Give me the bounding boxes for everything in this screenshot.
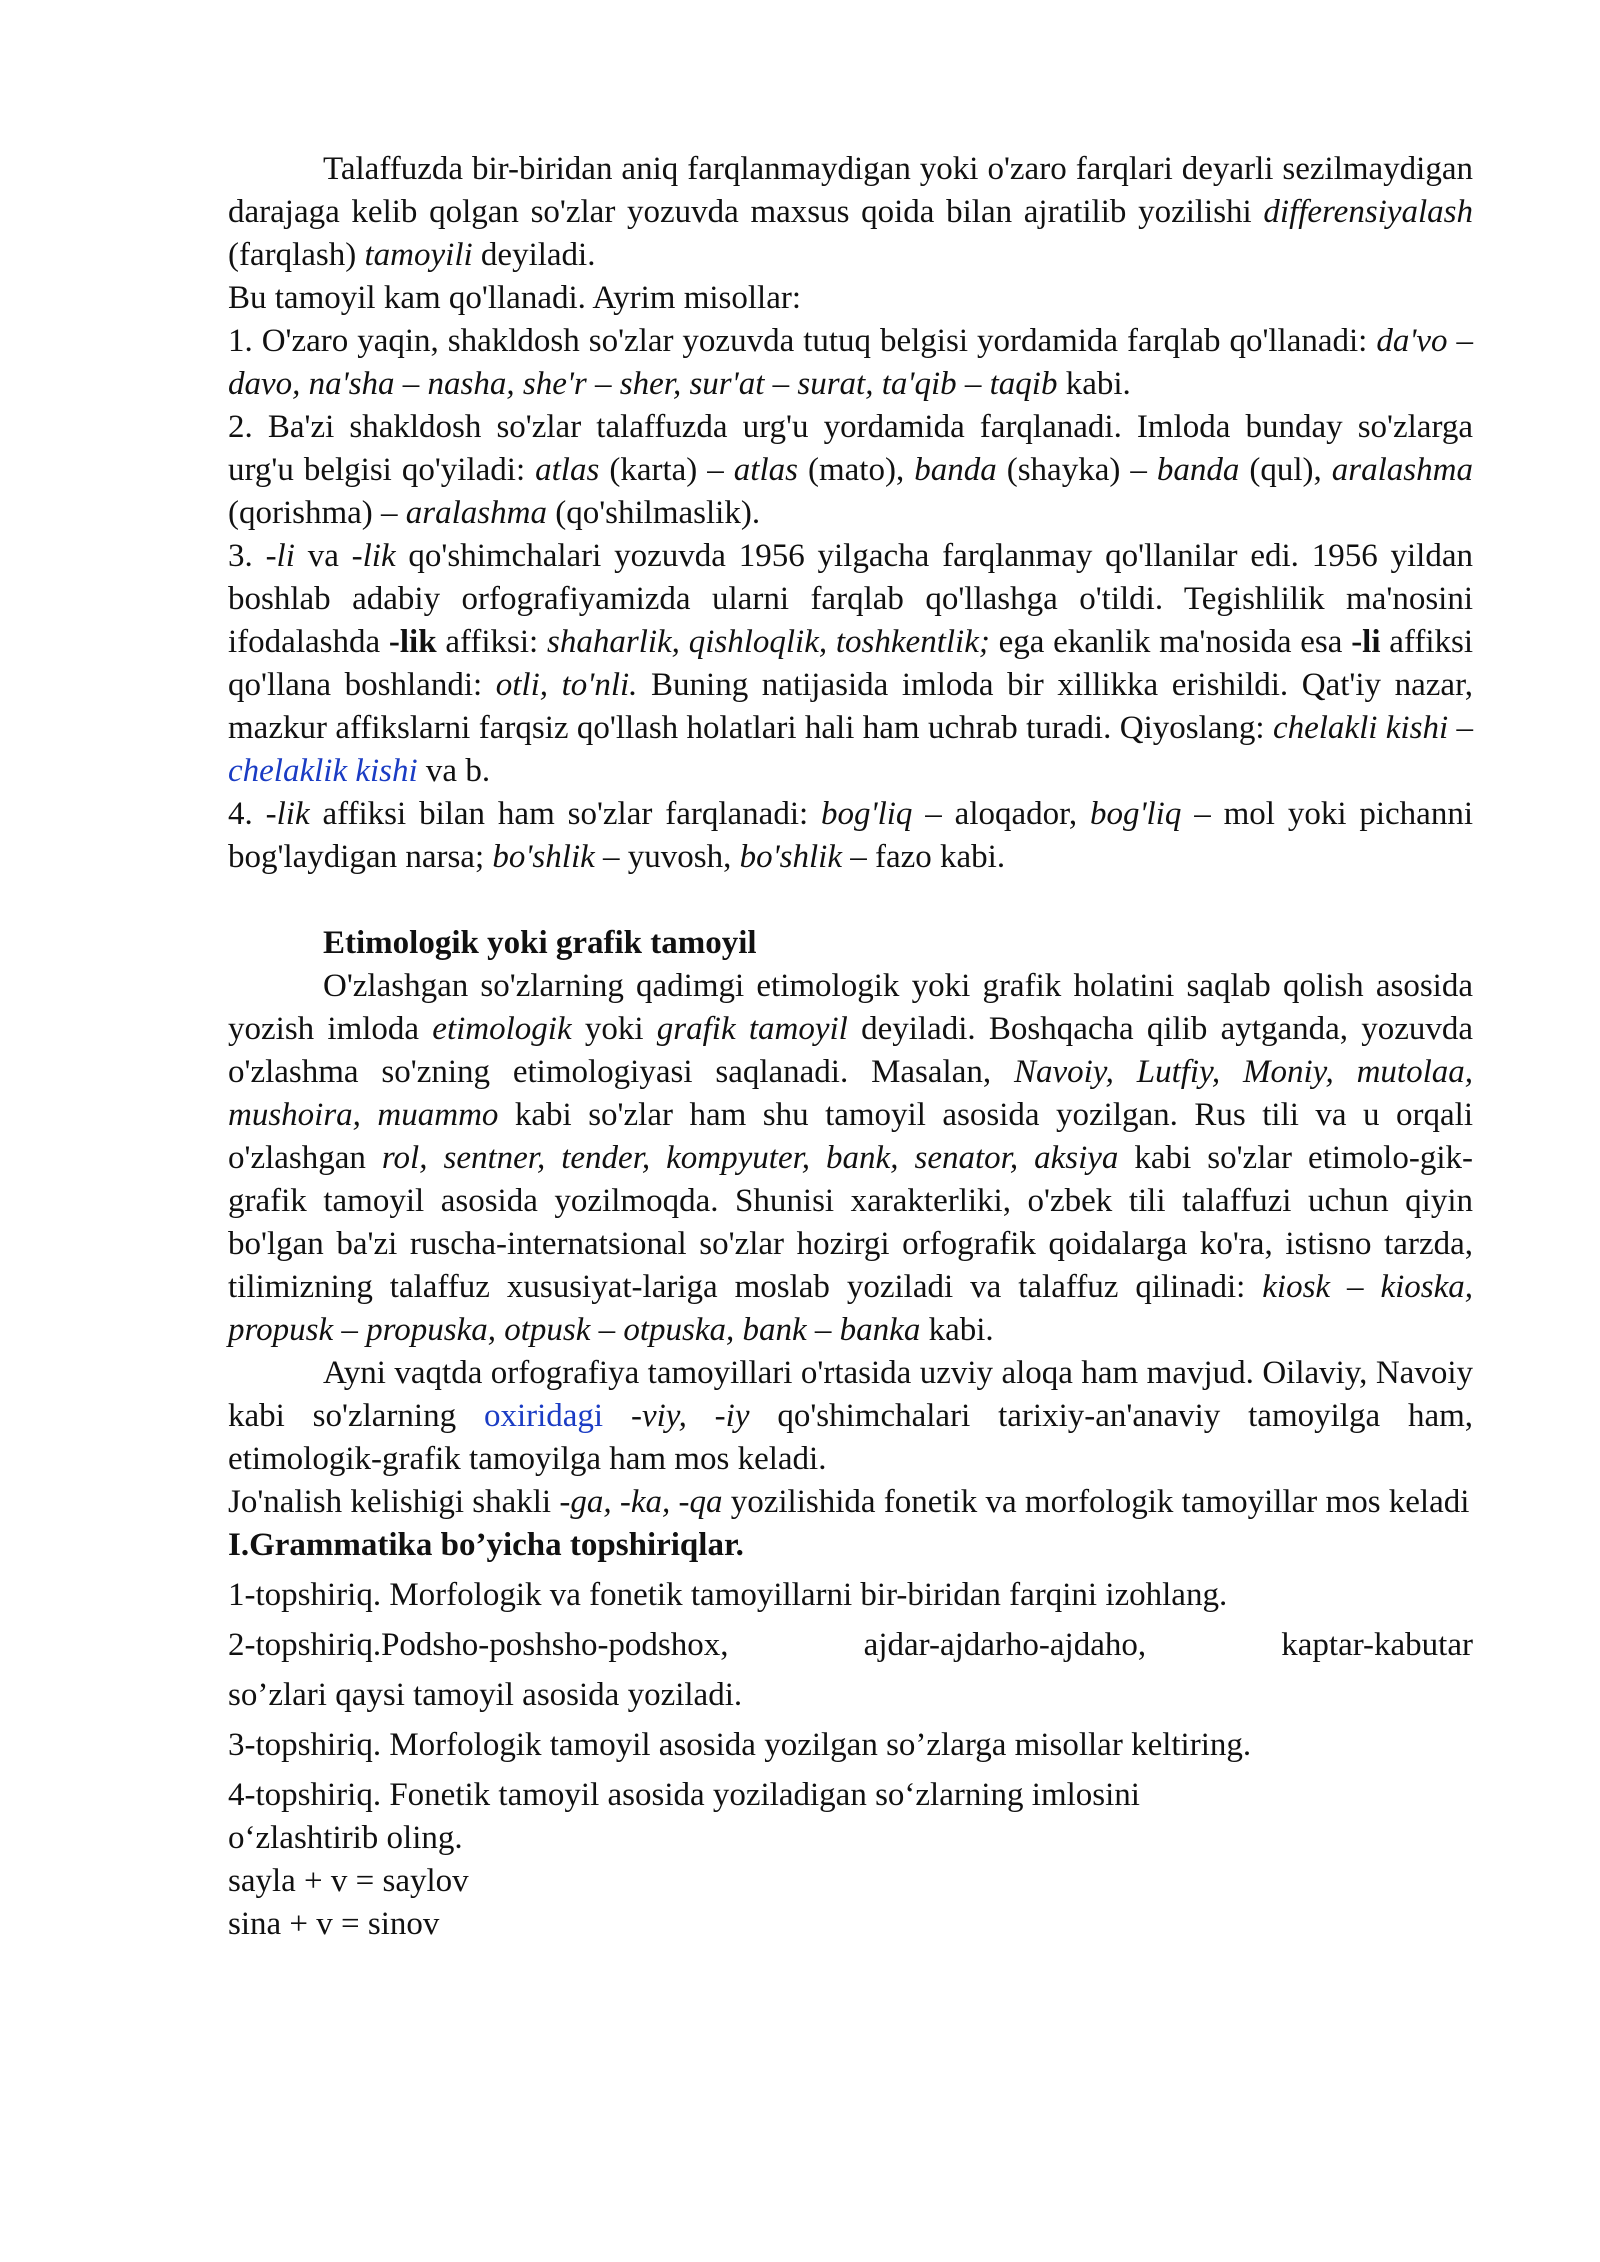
text: affiksi: <box>436 624 548 660</box>
text: (qo'shilmaslik). <box>546 495 761 531</box>
suffix-italic: -viy, -iy <box>630 1398 750 1434</box>
paragraph-interrelation <box>228 1352 1473 1481</box>
example-italic: bo'shlik <box>492 839 595 875</box>
examples-italic: rol, sentner, tender, kompyuter, bank, senator, aksiya <box>381 1140 1119 1176</box>
text: affiksi bilan ham so'zlar farqlanadi: <box>309 796 822 832</box>
paragraph-differentiation-intro <box>228 148 1473 277</box>
text: – fazo kabi. <box>842 839 1006 875</box>
example-link[interactable]: chelaklik kishi <box>228 753 418 789</box>
list-item-3 <box>228 535 1473 793</box>
example-italic: aralashma <box>405 495 547 531</box>
list-item-2 <box>228 406 1473 535</box>
text: kabi so'zlar ham shu tamoyil asosida yozilgan. Rus tili va u orqali o'zlashgan <box>228 1097 1473 1176</box>
example-italic: bog'liq <box>1089 796 1182 832</box>
task-4 <box>228 1774 1473 1860</box>
tasks-heading: I.Grammatika bo’yicha topshiriqlar. <box>228 1527 744 1563</box>
text: O'zlashgan so'zlarning qadimgi etimologik yoki grafik holatini saqlab qolish asosida yozish imloda <box>228 968 1473 1047</box>
examples-italic: otli, to'nli. <box>495 667 638 703</box>
task-4-line-2: o‘zlashtirib oling. <box>228 1820 463 1856</box>
suffix-italic: -ga, -ka, -qa <box>559 1484 723 1520</box>
list-item-4 <box>228 793 1473 879</box>
task-4-line-1: 4-topshiriq. Fonetik tamoyil asosida yoziladigan so‘zlarning imlosini <box>228 1777 1140 1813</box>
examples-italic: kiosk – kioska, propusk – propuska, otpusk – otpuska, bank – banka <box>228 1269 1473 1348</box>
list-item-1 <box>228 320 1473 406</box>
text: yoki <box>571 1011 657 1047</box>
text: affiksi qo'llana boshlandi: <box>228 624 1473 703</box>
text: – mol yoki pichanni bog'laydigan narsa; <box>228 796 1473 875</box>
paragraph-rarely-used: Bu tamoyil kam qo'llanadi. Ayrim misollar: <box>228 280 802 316</box>
text: va <box>294 538 352 574</box>
text: deyiladi. Boshqacha qilib aytganda, yozuvda o'zlashma so'zning etimologiyasi saqlanadi. Masalan, <box>228 1011 1474 1090</box>
task-2-line-1 <box>228 1624 1473 1667</box>
task-2-part: kaptar-kabutar <box>1281 1627 1473 1663</box>
task-3: 3-topshiriq. Morfologik tamoyil asosida yozilgan so’zlarga misollar keltiring. <box>228 1727 1252 1763</box>
text: – yuvosh, <box>594 839 740 875</box>
text: (qul), <box>1239 452 1332 488</box>
text: kabi. <box>1057 366 1131 402</box>
examples-italic: shaharlik, qishloqlik, toshkentlik; <box>547 624 990 660</box>
examples-italic: da'vo – davo, na'sha – nasha, she'r – sher, sur'at – surat, ta'qib – taqib <box>228 323 1473 402</box>
task-2-line-2: so’zlari qaysi tamoyil asosida yoziladi. <box>228 1677 743 1713</box>
text: va b. <box>417 753 491 789</box>
text: (mato), <box>797 452 915 488</box>
text: 3. <box>228 538 266 574</box>
term-italic: tamoyili <box>364 237 473 273</box>
task-2-part: 2-topshiriq.Podsho-poshsho-podshox, <box>228 1627 729 1663</box>
example-italic: atlas <box>733 452 798 488</box>
term-italic: grafik tamoyil <box>656 1011 848 1047</box>
text: deyiladi. <box>472 237 596 273</box>
task-2 <box>228 1624 1473 1717</box>
example-line: sayla + v = saylov <box>228 1863 469 1899</box>
task-2-part: ajdar-ajdarho-ajdaho, <box>863 1627 1147 1663</box>
text: – aloqador, <box>912 796 1090 832</box>
text: – <box>1448 710 1474 746</box>
example-italic: aralashma <box>1331 452 1473 488</box>
example-italic: atlas <box>535 452 600 488</box>
text: (qorishma) – <box>228 495 406 531</box>
text: kabi so'zlar etimolo-gik-grafik tamoyil asosida yozilmoqda. Shunisi xarakterliki, o'zbek tili talaffuzi uchun qiyin bo'lgan ba'zi ruscha-internatsional so'zlar hozirgi orfografik qoidalarga ko'ra, istisno tarzda, tilimizning talaffuz xususiyat-lariga moslab yoziladi va talaffuz qilinadi: <box>228 1140 1473 1305</box>
text: Ayni vaqtda orfografiya tamoyillari o'rtasida uzviy aloqa ham mavjud. Oilaviy, Navoiy kabi so'zlarning <box>228 1355 1473 1434</box>
text: qo'shimchalari tarixiy-an'anaviy tamoyilga ham, etimologik-grafik tamoyilga ham mos keladi. <box>228 1398 1474 1477</box>
text: (karta) – <box>599 452 734 488</box>
suffix-bold: -lik <box>388 624 437 660</box>
examples-italic: Navoiy, Lutfiy, Moniy, mutolaa, mushoira, muammo <box>228 1054 1473 1133</box>
text: Jo'nalish kelishigi shakli <box>228 1484 560 1520</box>
text: yozilishida fonetik va morfologik tamoyillar mos keladi <box>722 1484 1470 1520</box>
text: (shayka) – <box>996 452 1157 488</box>
text: Talaffuzda bir-biridan aniq farqlanmaydigan yoki o'zaro farqlari deyarli sezilmaydigan darajaga kelib qolgan so'zlar yozuvda maxsus qoida bilan ajratilib yozilishi <box>228 151 1473 230</box>
example-italic: banda <box>1156 452 1240 488</box>
example-italic: bo'shlik <box>739 839 842 875</box>
document-page <box>228 148 1473 1946</box>
example-line: sina + v = sinov <box>228 1906 440 1942</box>
suffix-italic: -li <box>265 538 295 574</box>
example-italic: bog'liq <box>821 796 913 832</box>
text: (farqlash) <box>228 237 365 273</box>
word-link[interactable]: oxiridagi <box>483 1398 604 1434</box>
text: kabi. <box>920 1312 994 1348</box>
term-italic: differensiyalash <box>1263 194 1473 230</box>
text: Buning natijasida imloda bir xillikka erishildi. Qat'iy nazar, mazkur affikslarni farqsiz qo'llash holatlari hali ham uchrab turadi. Qiyoslang: <box>228 667 1473 746</box>
suffix-italic: -lik <box>265 796 310 832</box>
example-italic: chelakli kishi <box>1272 710 1449 746</box>
section-heading: Etimologik yoki grafik tamoyil <box>323 925 757 961</box>
text: qo'shimchalari yozuvda 1956 yilgacha farqlanmay qo'llanilar edi. 1956 yildan boshlab adabiy orfografiyamizda ularni farqlab qo'llashga o'tildi. Tegishlilik ma'nosini ifodalashda <box>228 538 1473 660</box>
suffix-bold: -li <box>1351 624 1381 660</box>
paragraph-etymological <box>228 965 1473 1352</box>
suffix-italic: -lik <box>351 538 396 574</box>
task-1: 1-topshiriq. Morfologik va fonetik tamoyillarni bir-biridan farqini izohlang. <box>228 1577 1228 1613</box>
text: 1. O'zaro yaqin, shakldosh so'zlar yozuvda tutuq belgisi yordamida farqlab qo'llanadi: <box>228 323 1377 359</box>
text: 2. Ba'zi shakldosh so'zlar talaffuzda urg'u yordamida farqlanadi. Imloda bunday so'zlarga urg'u belgisi qo'yiladi: <box>228 409 1473 488</box>
example-italic: banda <box>914 452 997 488</box>
term-italic: etimologik <box>432 1011 572 1047</box>
text: 4. <box>228 796 266 832</box>
text <box>603 1398 631 1434</box>
paragraph-directional-case <box>228 1481 1473 1524</box>
text: ega ekanlik ma'nosida esa <box>989 624 1352 660</box>
